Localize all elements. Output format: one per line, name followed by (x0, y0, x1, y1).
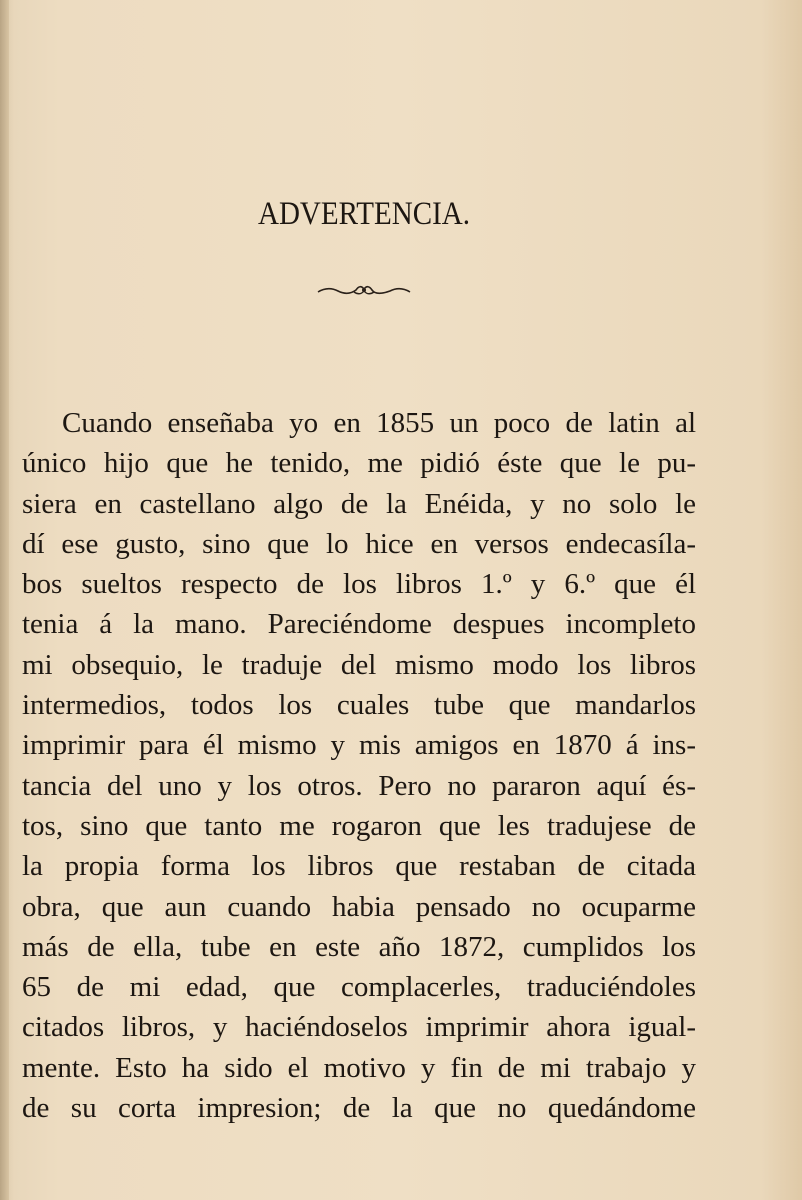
text-line (22, 846, 696, 886)
text-line-content: más de ella, tube en este año 1872, cumplidos los (22, 930, 696, 963)
text-line-content: citados libros, y haciéndoselos imprimir ahora igual- (22, 1011, 696, 1044)
text-line-content: tenia á la mano. Pareciéndome despues incompleto (22, 608, 696, 641)
text-line (22, 564, 696, 604)
text-line (22, 967, 696, 1007)
text-line-content: tos, sino que tanto me rogaron que les tradujese de (22, 809, 696, 842)
page-title: ADVERTENCIA. (257, 196, 470, 232)
text-line (22, 443, 696, 483)
text-line-content: mente. Esto ha sido el motivo y fin de mi trabajo y (22, 1051, 696, 1084)
text-line (22, 806, 696, 846)
text-line-content: bos sueltos respecto de los libros 1.º y 6.º que él (22, 568, 696, 601)
text-line-content: mi obsequio, le traduje del mismo modo los libros (22, 648, 696, 681)
text-line-content: la propia forma los libros que restaban de citada (22, 850, 696, 883)
text-line-content: imprimir para él mismo y mis amigos en 1870 á ins- (22, 729, 696, 762)
text-line (22, 645, 696, 685)
text-line (22, 484, 696, 524)
text-line (22, 1048, 696, 1088)
text-line-content: intermedios, todos los cuales tube que mandarlos (22, 689, 696, 722)
text-line (22, 725, 696, 765)
text-line (22, 685, 696, 725)
text-line-content: Cuando enseñaba yo en 1855 un poco de latin al (62, 407, 696, 439)
text-line (22, 1088, 696, 1128)
page-binding-edge (0, 0, 9, 1200)
text-line (22, 927, 696, 967)
body-text (22, 403, 696, 1128)
text-line-content: de su corta impresion; de la que no quedándome (22, 1092, 696, 1125)
text-line (22, 766, 696, 806)
text-line (22, 1007, 696, 1047)
text-line (22, 887, 696, 927)
text-line (22, 403, 696, 443)
text-line (22, 604, 696, 644)
text-line-content: único hijo que he tenido, me pidió éste que le pu- (22, 447, 696, 480)
text-line-content: tancia del uno y los otros. Pero no pararon aquí és- (22, 769, 696, 802)
text-line (22, 524, 696, 564)
text-line-content: siera en castellano algo de la Enéida, y no solo le (22, 487, 696, 520)
text-line-content: obra, que aun cuando habia pensado no ocuparme (22, 890, 696, 923)
ornament-flourish-icon (316, 280, 412, 300)
text-line-content: dí ese gusto, sino que lo hice en versos endecasíla- (22, 527, 696, 560)
text-line-content: 65 de mi edad, que complacerles, traduciéndoles (22, 971, 696, 1004)
